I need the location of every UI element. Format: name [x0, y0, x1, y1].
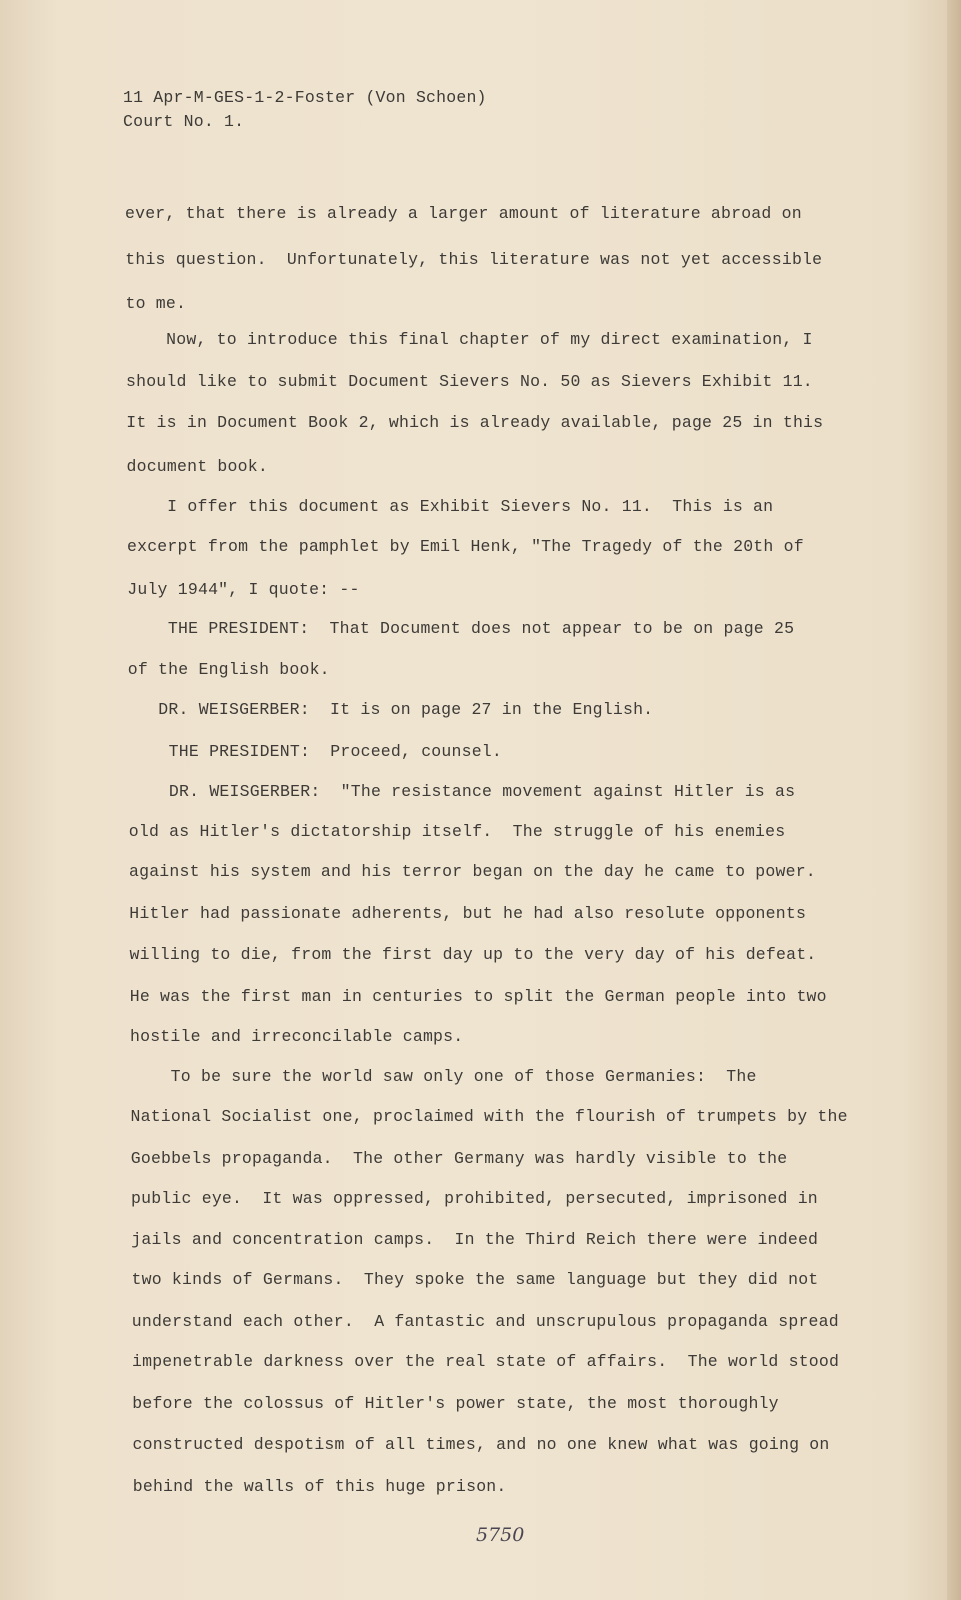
body-line: this question. Unfortunately, this literature was not yet accessible [125, 250, 823, 269]
body-line: July 1944", I quote: -- [127, 580, 360, 599]
body-line: against his system and his terror began on the day he came to power. [129, 862, 816, 881]
body-line: It is in Document Book 2, which is already available, page 25 in this [126, 413, 824, 432]
body-line: DR. WEISGERBER: It is on page 27 in the English. [128, 700, 654, 719]
body-line: Hitler had passionate adherents, but he had also resolute opponents [129, 904, 807, 923]
body-line: two kinds of Germans. They spoke the same language but they did not [131, 1270, 819, 1289]
body-line: excerpt from the pamphlet by Emil Henk, "The Tragedy of the 20th of [127, 537, 804, 556]
page-number: 5750 [476, 1524, 525, 1546]
body-line: understand each other. A fantastic and unscrupulous propaganda spread [131, 1312, 839, 1331]
body-line: National Socialist one, proclaimed with the flourish of trumpets by the [130, 1107, 848, 1126]
header-line-2: Court No. 1. [123, 112, 245, 131]
body-line: to me. [125, 294, 187, 313]
body-line: of the English book. [127, 660, 330, 679]
body-line: public eye. It was oppressed, prohibited, persecuted, imprisoned in [131, 1189, 818, 1208]
body-line: behind the walls of this huge prison. [132, 1477, 507, 1496]
body-line: THE PRESIDENT: That Document does not appear to be on page 25 [127, 619, 795, 638]
body-line: jails and concentration camps. In the Third Reich there were indeed [131, 1230, 819, 1249]
body-line: should like to submit Document Sievers No. 50 as Sievers Exhibit 11. [126, 372, 813, 391]
body-line: THE PRESIDENT: Proceed, counsel. [128, 742, 503, 761]
header-line-1: 11 Apr-M-GES-1-2-Foster (Von Schoen) [123, 88, 487, 107]
body-line: He was the first man in centuries to split the German people into two [129, 987, 827, 1006]
body-line: impenetrable darkness over the real state of affairs. The world stood [132, 1352, 840, 1371]
body-line: constructed despotism of all times, and no one knew what was going on [132, 1435, 830, 1454]
body-line: ever, that there is already a larger amount of literature abroad on [125, 204, 802, 223]
page-edge [947, 0, 961, 1600]
body-line: before the colossus of Hitler's power state, the most thoroughly [132, 1394, 779, 1413]
body-line: I offer this document as Exhibit Sievers No. 11. This is an [126, 497, 774, 516]
body-line: DR. WEISGERBER: "The resistance movement against Hitler is as [128, 782, 796, 801]
body-line: old as Hitler's dictatorship itself. The struggle of his enemies [128, 822, 786, 841]
body-line: Now, to introduce this final chapter of my direct examination, I [125, 330, 813, 349]
body-line: Goebbels propaganda. The other Germany was hardly visible to the [130, 1149, 788, 1168]
body-line: hostile and irreconcilable camps. [130, 1027, 464, 1046]
body-line: To be sure the world saw only one of those Germanies: The [130, 1067, 757, 1086]
body-line: willing to die, from the first day up to the very day of his defeat. [129, 945, 817, 964]
body-line: document book. [126, 457, 268, 476]
